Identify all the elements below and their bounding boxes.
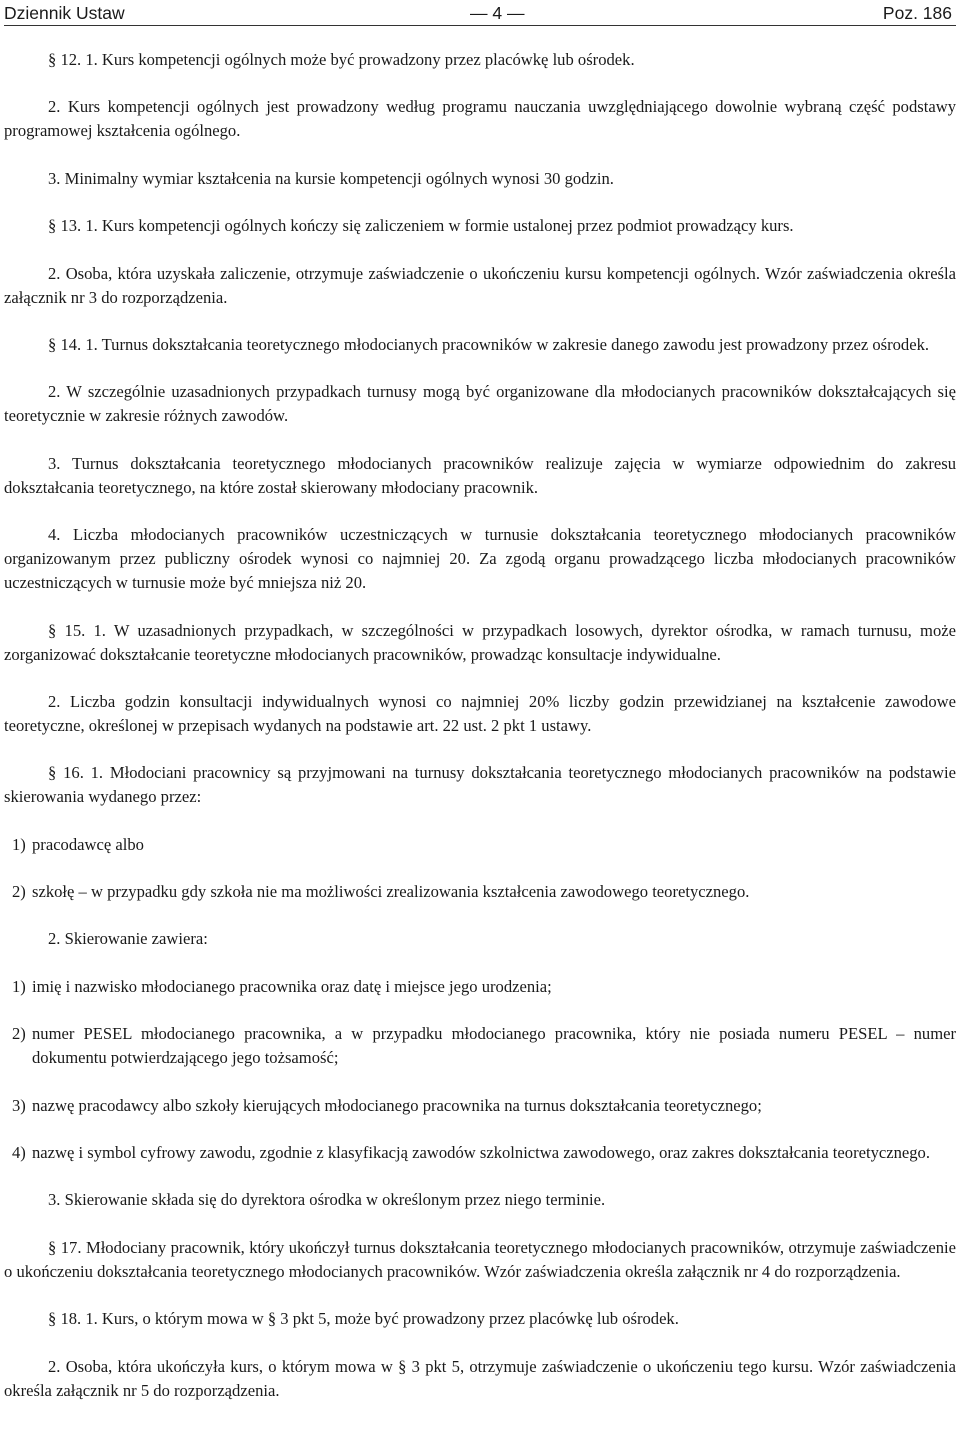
list-item-number: 1) — [12, 976, 26, 996]
list-item-text: szkołę – w przypadku gdy szkoła nie ma możliwości zrealizowania kształcenia zawodowego teoretycznego. — [32, 882, 750, 902]
paragraph: 2. Osoba, która uzyskała zaliczenie, otrzymuje zaświadczenie o ukończeniu kursu kompetencji ogólnych. Wzór zaświadczenia określa załącznik nr 3 do rozporządzenia. — [4, 263, 956, 307]
list-item — [4, 975, 956, 999]
list-item-text: imię i nazwisko młodocianego pracownika oraz datę i miejsce jego urodzenia; — [32, 976, 552, 996]
paragraph: 2. Kurs kompetencji ogólnych jest prowadzony według programu nauczania uwzględniającego dowolnie wybraną część podstawy programowej kształcenia ogólnego. — [4, 97, 956, 141]
header-rule — [4, 25, 956, 26]
paragraph: § 17. Młodociany pracownik, który ukończył turnus dokształcania teoretycznego młodocianych pracowników, otrzymuje zaświadczenie o ukończeniu dokształcania teoretycznego młodocianych pracowników. Wzór zaświadczenia określa załącznik nr 4 do rozporządzenia. — [4, 1237, 956, 1281]
page-header — [4, 0, 956, 26]
paragraph: 2. Osoba, która ukończyła kurs, o którym mowa w § 3 pkt 5, otrzymuje zaświadczenie o ukończeniu tego kursu. Wzór zaświadczenia określa załącznik nr 5 do rozporządzenia. — [4, 1356, 956, 1400]
paragraph: 3. Turnus dokształcania teoretycznego młodocianych pracowników realizuje zajęcia w wymiarze odpowiednim do zakresu dokształcania teoretycznego, na które został skierowany młodociany pracownik. — [4, 453, 956, 497]
paragraph: § 18. 1. Kurs, o którym mowa w § 3 pkt 5, może być prowadzony przez placówkę lub ośrodek. — [48, 1309, 679, 1329]
position-number: Poz. 186 — [882, 3, 952, 23]
list-item-text: pracodawcę albo — [32, 834, 144, 854]
paragraph: 4. Liczba młodocianych pracowników uczestniczących w turnusie dokształcania teoretycznego młodocianych pracowników organizowanym przez publiczny ośrodek wynosi co najmniej 20. Za zgodą organu prowadzącego liczba młodocianych pracowników uczestniczących w turnusie może być mniejsza niż 20. — [4, 525, 956, 593]
list-item — [4, 833, 956, 857]
paragraph: 3. Minimalny wymiar kształcenia na kursie kompetencji ogólnych wynosi 30 godzin. — [48, 168, 614, 188]
document-body — [4, 26, 956, 1403]
paragraph: § 14. 1. Turnus dokształcania teoretycznego młodocianych pracowników w zakresie danego zawodu jest prowadzony przez ośrodek. — [48, 334, 930, 354]
list-item-number: 4) — [12, 1143, 26, 1163]
list-item-number: 2) — [12, 1024, 26, 1044]
list-item — [4, 880, 956, 904]
paragraph: 2. Liczba godzin konsultacji indywidualnych wynosi co najmniej 20% liczby godzin przewidzianej na kształcenie zawodowe teoretyczne, określonej w przepisach wydanych na podstawie art. 22 ust. 2 pkt 1 ustawy. — [4, 691, 956, 735]
page-number: — 4 — — [470, 3, 525, 23]
paragraph: § 12. 1. Kurs kompetencji ogólnych może być prowadzony przez placówkę lub ośrodek. — [48, 50, 635, 69]
list-item-text: nazwę pracodawcy albo szkoły kierujących młodocianego pracownika na turnus dokształcania teoretycznego; — [32, 1095, 762, 1115]
list-item-number: 2) — [12, 882, 26, 902]
paragraph: 2. Skierowanie zawiera: — [48, 929, 208, 949]
journal-title: Dziennik Ustaw — [4, 3, 125, 23]
list-item-text: numer PESEL młodocianego pracownika, a w przypadku młodocianego pracownika, który nie posiada numeru PESEL – numer dokumentu potwierdzającego jego tożsamość; — [32, 1024, 956, 1068]
list-item-text: nazwę i symbol cyfrowy zawodu, zgodnie z klasyfikacją zawodów szkolnictwa zawodowego, oraz zakres dokształcania teoretycznego. — [32, 1143, 931, 1163]
paragraph: § 16. 1. Młodociani pracownicy są przyjmowani na turnusy dokształcania teoretycznego młodocianych pracowników na podstawie skierowania wydanego przez: — [4, 763, 956, 807]
paragraph: 2. W szczególnie uzasadnionych przypadkach turnusy mogą być organizowane dla młodocianych pracowników dokształcających się teoretycznie w zakresie różnych zawodów. — [4, 382, 956, 426]
list-item-number: 1) — [12, 834, 26, 854]
list-item-number: 3) — [12, 1095, 26, 1115]
paragraph: § 13. 1. Kurs kompetencji ogólnych kończy się zaliczeniem w formie ustalonej przez podmiot prowadzący kurs. — [48, 216, 794, 236]
list-item — [4, 1141, 956, 1165]
list-item — [4, 1094, 956, 1118]
paragraph: § 15. 1. W uzasadnionych przypadkach, w szczególności w przypadkach losowych, dyrektor ośrodka, w ramach turnusu, może zorganizować dokształcanie teoretyczne młodocianych pracowników, prowadząc konsultacje indywidualne. — [4, 620, 956, 664]
list-item — [4, 1022, 956, 1070]
paragraph: 3. Skierowanie składa się do dyrektora ośrodka w określonym przez niego terminie. — [48, 1190, 606, 1210]
